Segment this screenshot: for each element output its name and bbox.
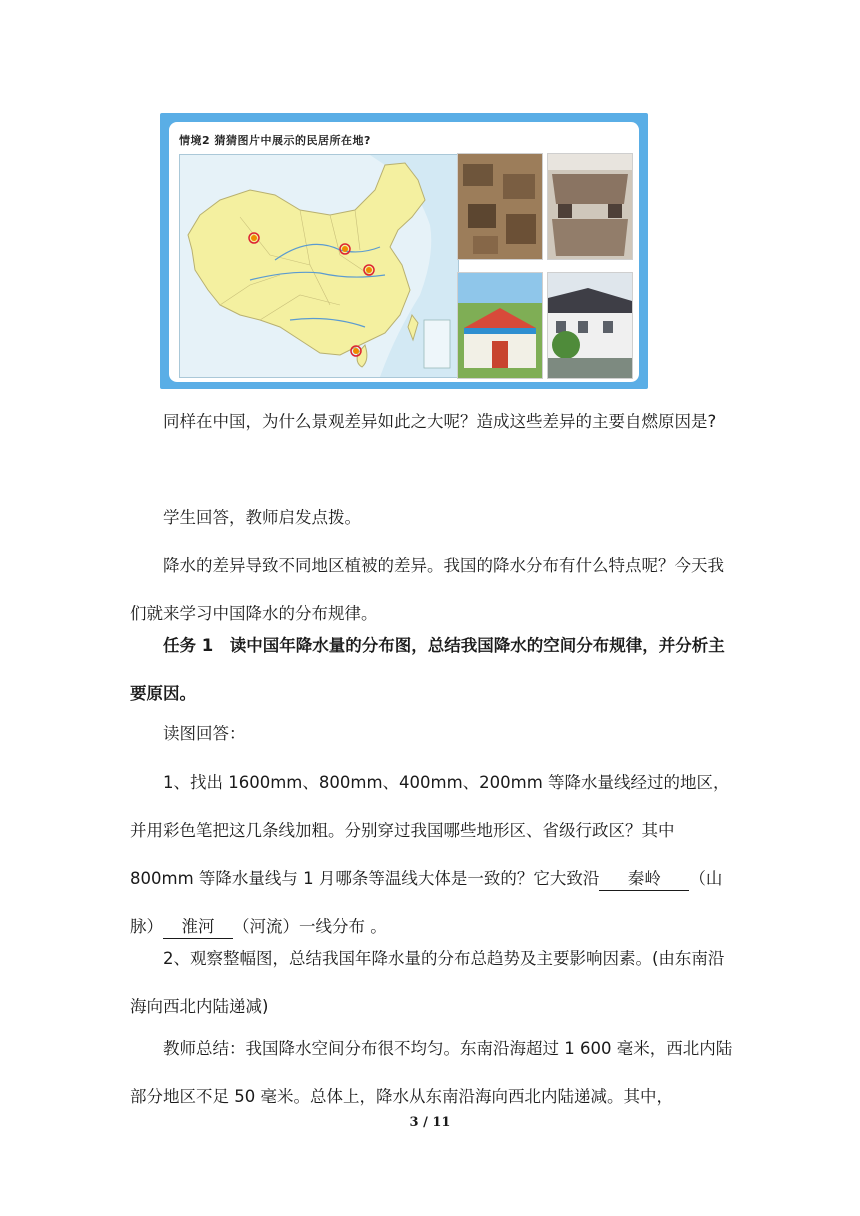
paragraph-intro: 降水的差异导致不同地区植被的差异。我国的降水分布有什么特点呢？今天我们就来学习中国降水的分布规律。 [130, 556, 724, 623]
figure-panel [169, 122, 639, 382]
photo-yurt [457, 272, 543, 379]
answer-blank-river: 淮河 [163, 916, 233, 939]
answer-blank-mountain: 秦岭 [599, 868, 689, 891]
china-map [179, 154, 459, 378]
scenario-figure [160, 113, 648, 389]
question-1 [130, 759, 735, 951]
question-1-end: （河流）一线分布 。 [233, 917, 387, 936]
question-2: 2、观察整幅图，总结我国年降水量的分布总趋势及主要影响因素。(由东南沿海向西北内陆递减) [130, 949, 725, 1016]
question-1-text: 1、找出 1600mm、800mm、400mm、200mm 等降水量线经过的地区，并用彩色笔把这几条线加粗。分别穿过我国哪些地形区、省级行政区？其中 800mm 等降水量线与 1 月哪条等温线大体是一致的？它大致沿 [130, 773, 730, 888]
figure-caption: 情境2 猜猜图片中展示的民居所在地? [179, 134, 371, 147]
photo-water-town-houses [547, 272, 633, 379]
task-heading: 任务 1 读中国年降水量的分布图，总结我国降水的空间分布规律，并分析主要原因。 [130, 636, 725, 703]
teacher-summary: 教师总结：我国降水空间分布很不均匀。东南沿海超过 1 600 毫米，西北内陆部分地区不足 50 毫米。总体上，降水从东南沿海向西北内陆递减。其中， [130, 1039, 733, 1106]
china-map-graphic [180, 155, 458, 377]
paragraph-question: 同样在中国，为什么景观差异如此之大呢？造成这些差异的主要自燃原因是? [163, 412, 717, 431]
question-1-mid: （山脉） [130, 869, 723, 936]
paragraph-student-answer: 学生回答，教师启发点拨。 [163, 508, 361, 527]
photo-loess-cave-dwelling [457, 153, 543, 260]
paragraph-read-map: 读图回答： [163, 724, 246, 743]
photo-courtyard-roofs [547, 153, 633, 260]
page-number: 3 / 11 [409, 1115, 451, 1130]
